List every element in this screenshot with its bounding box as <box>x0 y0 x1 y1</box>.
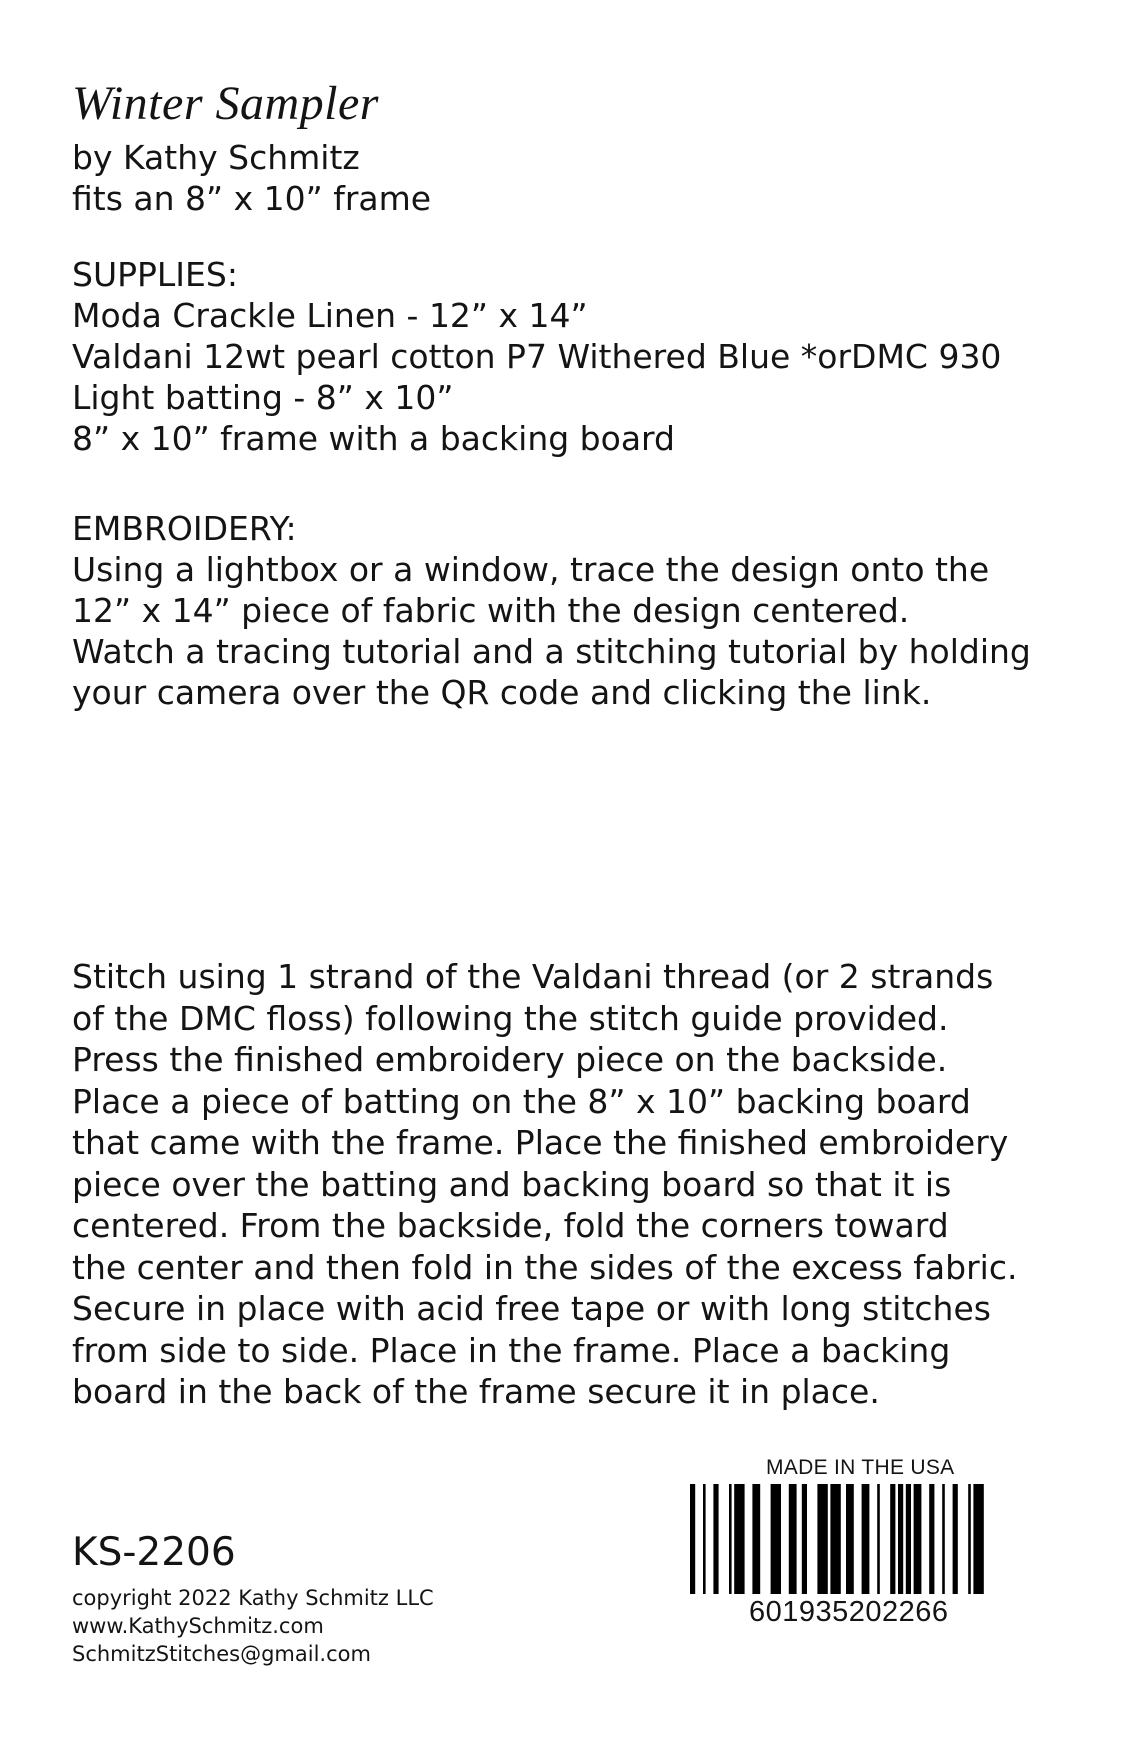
instruction-line: Stitch using 1 strand of the Valdani thread (or 2 strands <box>72 957 994 996</box>
finishing-instructions <box>72 956 1017 1413</box>
barcode-bar <box>906 1484 911 1594</box>
instruction-line: Secure in place with acid free tape or with long stitches <box>72 1289 991 1328</box>
embroidery-text-line: your camera over the QR code and clicking the link. <box>72 673 932 712</box>
barcode-bar <box>846 1484 854 1594</box>
barcode-bar <box>968 1484 971 1594</box>
copyright-text: copyright 2022 Kathy Schmitz LLC <box>72 1586 434 1610</box>
author-line: by Kathy Schmitz <box>72 138 360 177</box>
frame-size-line: fits an 8” x 10” frame <box>72 179 432 218</box>
barcode-bar <box>973 1484 983 1594</box>
barcode-bar <box>898 1484 903 1594</box>
embroidery-section <box>72 508 1031 713</box>
barcode-bar <box>734 1484 744 1594</box>
instruction-line: from side to side. Place in the frame. Place a backing <box>72 1330 951 1370</box>
barcode-bar <box>830 1484 840 1594</box>
barcode-bar <box>953 1484 958 1594</box>
pattern-code: KS-2206 <box>72 1530 236 1575</box>
supplies-section <box>72 254 1001 459</box>
website-text: www.KathySchmitz.com <box>72 1614 324 1638</box>
supplies-heading: SUPPLIES: <box>72 255 238 294</box>
barcode-bar <box>752 1484 760 1594</box>
embroidery-text-line: Using a lightbox or a window, trace the design onto the <box>72 550 990 589</box>
instruction-line: Place a piece of batting on the 8” x 10” backing board <box>72 1081 971 1121</box>
barcode-bar <box>802 1484 807 1594</box>
supply-item: Valdani 12wt pearl cotton P7 Withered Blue *orDMC 930 <box>72 337 1002 376</box>
barcode-bars <box>690 1484 990 1594</box>
barcode-bar <box>713 1484 718 1594</box>
barcode-bar <box>942 1484 945 1594</box>
instruction-line: the center and then fold in the sides of the excess fabric. <box>72 1247 1018 1287</box>
barcode-bar <box>789 1484 797 1594</box>
supply-item: Light batting - 8” x 10” <box>72 378 454 417</box>
barcode-block <box>690 1446 990 1664</box>
barcode-bar <box>862 1484 870 1594</box>
barcode-bar <box>914 1484 922 1594</box>
barcode-bar <box>877 1484 880 1594</box>
barcode-bar <box>929 1484 934 1594</box>
instruction-line: that came with the frame. Place the finished embroidery <box>72 1123 1009 1162</box>
instruction-line: of the DMC floss) following the stitch guide provided. <box>72 998 949 1038</box>
embroidery-text-line: Watch a tracing tutorial and a stitching tutorial by holding <box>72 632 1031 671</box>
supply-item: Moda Crackle Linen - 12” x 14” <box>72 296 588 335</box>
barcode-bar <box>890 1484 895 1594</box>
barcode-number: 601935202266 <box>749 1596 949 1628</box>
instruction-line: board in the back of the frame secure it in place. <box>72 1372 880 1411</box>
instruction-line: centered. From the backside, fold the corners toward <box>72 1206 949 1245</box>
footer-info <box>72 1584 434 1668</box>
barcode-bar <box>729 1484 732 1594</box>
embroidery-text-line: 12” x 14” piece of fabric with the design centered. <box>72 591 910 630</box>
barcode-bar <box>690 1484 695 1594</box>
barcode-bar <box>703 1484 706 1594</box>
made-in-usa-label: MADE IN THE USA <box>766 1456 955 1479</box>
barcode-bar <box>771 1484 781 1594</box>
email-text: SchmitzStitches@gmail.com <box>72 1642 371 1666</box>
embroidery-heading: EMBROIDERY: <box>72 509 297 548</box>
barcode-bar <box>817 1484 827 1594</box>
supply-item: 8” x 10” frame with a backing board <box>72 419 675 458</box>
instruction-line: piece over the batting and backing board so that it is <box>72 1164 952 1204</box>
instruction-line: Press the finished embroidery piece on the backside. <box>72 1040 948 1079</box>
pattern-title: Winter Sampler <box>72 77 379 130</box>
